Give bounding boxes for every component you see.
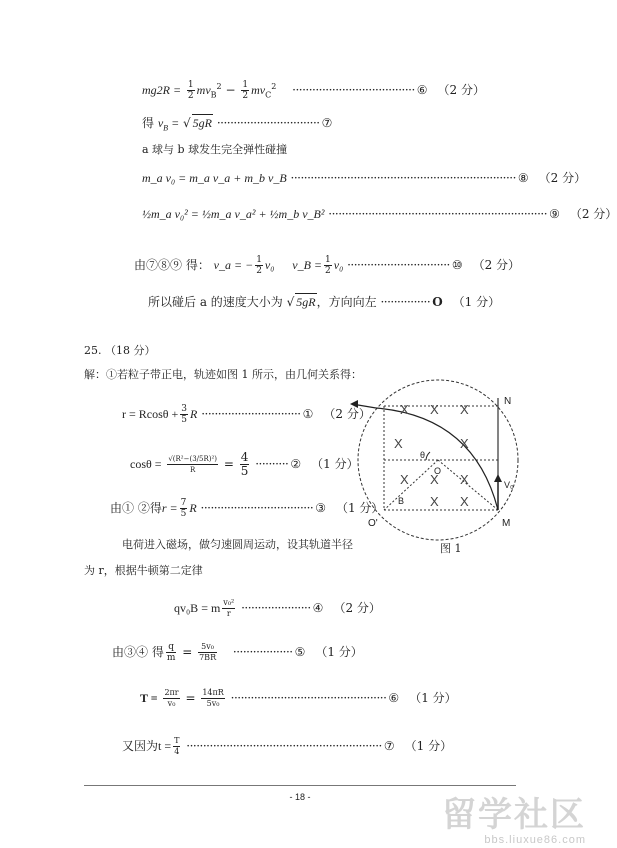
field-cross: X — [460, 494, 469, 509]
minus-sign: − — [225, 83, 236, 97]
sqrt-sign: √ — [286, 295, 295, 309]
equation-number: ⑦ — [321, 116, 333, 130]
fraction — [187, 80, 195, 101]
field-cross: X — [394, 436, 403, 451]
eq-term: R — [189, 501, 197, 515]
field-cross: X — [400, 402, 409, 417]
velocity-arrow-head — [494, 474, 502, 482]
leader-dots: ··························································· — [186, 739, 382, 753]
denominator: 5 — [240, 464, 249, 478]
leader-dots: ··············································· — [230, 691, 387, 705]
equation-number: ② — [290, 457, 302, 471]
score: （1 分） — [404, 739, 453, 753]
eq-term: qv₀B = m — [174, 601, 221, 615]
label-O: O — [434, 466, 442, 476]
numerator: 1 — [242, 80, 249, 90]
numerator: T — [174, 736, 180, 745]
field-cross: X — [460, 436, 469, 451]
leader-dots: ·················· — [232, 645, 293, 659]
leader-dots: ······························· — [347, 258, 450, 272]
question-heading: 25. （18 分） — [84, 344, 156, 357]
watermark-url: bbs.liuxue86.com — [484, 834, 586, 846]
fraction — [240, 451, 250, 478]
leader-dots: ·································································· — [328, 207, 548, 221]
score: （2 分） — [538, 171, 587, 185]
numerator: q — [166, 642, 177, 653]
sqrt-content: 5gR — [296, 295, 316, 309]
denominator: 2 — [325, 266, 331, 276]
equation-charge-ratio — [112, 642, 363, 663]
numerator: 7 — [180, 498, 187, 508]
equation-momentum — [142, 170, 586, 186]
label-v0: V₀ — [504, 480, 514, 490]
equation-time — [122, 736, 452, 757]
denominator: 4 — [174, 747, 180, 756]
fraction — [241, 80, 249, 101]
fraction — [198, 642, 217, 663]
numerator: 2πr — [164, 688, 179, 697]
equation-kinetic-energy — [142, 206, 617, 222]
text-conclusion — [148, 293, 500, 310]
sqrt-sign: √ — [183, 116, 191, 130]
numerator: 1 — [256, 255, 262, 265]
equation-lorentz-force — [174, 598, 381, 619]
equation-number: ⑥ — [388, 691, 400, 705]
score: （1 分） — [315, 645, 363, 659]
equation-number: ⑩ — [451, 258, 463, 272]
text-collision: a 球与 b 球发生完全弹性碰撞 — [142, 143, 288, 156]
sqrt-content: 5gR — [192, 116, 212, 130]
equation-number: ⑦ — [383, 739, 395, 753]
denominator: v₀ — [167, 699, 176, 708]
equals-sign: = — [185, 691, 196, 705]
eq-term: v₀ — [264, 258, 275, 272]
denominator: 5v₀ — [206, 699, 220, 708]
subscript: C — [265, 90, 272, 100]
fraction — [324, 255, 332, 276]
eq-term: = — [168, 116, 180, 130]
equation-number: ⑨ — [549, 207, 560, 221]
score: （2 分） — [333, 601, 381, 615]
subscript: B — [163, 123, 169, 133]
leader-dots: ···································································· — [290, 171, 516, 185]
numerator: 5v₀ — [198, 642, 217, 653]
label-M: M — [502, 518, 511, 529]
fraction — [222, 598, 235, 619]
prefix-text: 又因为 — [122, 739, 159, 753]
denominator: 2 — [187, 91, 194, 101]
equation-number: ⑥ — [416, 83, 428, 97]
fraction — [167, 454, 218, 475]
fraction — [201, 688, 224, 709]
fraction — [173, 736, 180, 757]
score: （2 分） — [323, 407, 371, 421]
figure-caption: 图 1 — [440, 542, 462, 555]
field-cross: X — [430, 494, 439, 509]
leader-dots: ··············· — [380, 295, 431, 309]
text-newton-law: 为 r，根据牛顿第二定律 — [84, 564, 203, 577]
eq-term: T = — [140, 691, 158, 705]
eq-term: r = Rcosθ + — [122, 407, 179, 421]
denominator: 2 — [256, 266, 262, 276]
score: （1 分） — [335, 501, 384, 515]
eq-term: R — [190, 407, 198, 421]
equation-velocity-b — [142, 114, 332, 136]
score: （1 分） — [409, 691, 457, 705]
prefix-text: 由⑦⑧⑨ 得： — [134, 258, 210, 272]
equals-sign: = — [223, 457, 234, 471]
denominator: R — [190, 466, 196, 474]
leader-dots: ····································· — [292, 83, 415, 97]
field-cross: X — [460, 402, 469, 417]
score: （2 分） — [472, 258, 521, 272]
suffix-text: ，方向向左 — [316, 295, 377, 309]
watermark — [442, 796, 586, 846]
watermark-logo: 留学社区 — [442, 795, 586, 835]
solution-intro: 解：①若粒子带正电，轨迹如图 1 所示，由几何关系得： — [84, 368, 362, 381]
figure-1-magnetic-field — [354, 376, 520, 556]
equation-period — [140, 688, 457, 709]
score: （1 分） — [452, 295, 501, 309]
equation-r-cos — [122, 404, 371, 425]
equation-r-result — [110, 498, 383, 519]
fraction — [255, 255, 263, 276]
superscript: 2 — [271, 82, 277, 91]
denominator: 5 — [181, 415, 188, 425]
eq-term: v_B = — [292, 258, 323, 272]
denominator: 2 — [242, 91, 249, 101]
fraction — [166, 642, 177, 663]
score: （2 分） — [569, 207, 617, 221]
label-O-prime: O' — [368, 518, 378, 529]
eq-term: t = — [158, 739, 172, 753]
equation-number: ④ — [312, 601, 324, 615]
numerator: 4 — [240, 450, 249, 464]
leader-dots: ·········· — [255, 457, 289, 471]
field-cross: X — [400, 472, 409, 487]
equation-number: ① — [302, 407, 314, 421]
leader-dots: ·································· — [200, 501, 314, 515]
equation-energy — [142, 79, 485, 103]
eq-term: cosθ = — [130, 457, 162, 471]
prefix-text: 由③④ 得 — [112, 645, 164, 659]
field-cross: X — [430, 402, 439, 417]
field-crosses — [394, 402, 469, 509]
leader-dots: ······························ — [201, 407, 301, 421]
field-cross: X — [430, 472, 439, 487]
equals-sign: = — [182, 645, 193, 659]
eq-term: r = — [161, 501, 178, 515]
subscript: B — [210, 90, 217, 100]
label-N: N — [504, 396, 512, 407]
fraction — [163, 688, 179, 709]
text-magnetic-field: 电荷进入磁场，做匀速圆周运动，设其轨道半径 — [122, 538, 353, 551]
numerator: √(R²−(3/5R)²) — [168, 455, 218, 463]
score: （1 分） — [311, 457, 359, 471]
eq-term: v₀ — [333, 258, 344, 272]
denominator: m — [166, 653, 176, 663]
numerator: 1 — [325, 255, 331, 265]
numerator: 1 — [187, 80, 194, 90]
footer-divider — [84, 785, 516, 786]
eq-term: mv — [251, 83, 266, 97]
denominator: 5 — [180, 509, 187, 519]
superscript: 2 — [216, 82, 222, 91]
page-number: - 18 - — [289, 792, 311, 802]
fraction — [180, 404, 188, 425]
numerator: 14πR — [202, 688, 224, 697]
prefix-text: 由① ②得 — [110, 501, 162, 515]
numerator: v₀² — [223, 598, 235, 607]
eq-term: v_a = − — [213, 258, 254, 272]
theta-arc — [426, 452, 430, 460]
equation-cos-theta — [130, 451, 359, 478]
equation-result-velocities — [134, 255, 520, 276]
field-cross: X — [460, 472, 469, 487]
denominator: r — [226, 609, 231, 618]
score: （2 分） — [437, 83, 485, 97]
equation-number: ③ — [315, 501, 326, 515]
eq-term: mv — [196, 83, 211, 97]
eq-term: v — [157, 116, 164, 130]
eq-term: ½m_a v₀² = ½m_a v_a² + ½m_b v_B² — [142, 207, 325, 221]
leader-dots: ······························· — [216, 116, 320, 130]
prefix-text: 所以碰后 a 的速度大小为 — [148, 295, 283, 309]
equation-number: ⑧ — [517, 171, 529, 185]
prefix-text: 得 — [142, 116, 155, 130]
equation-number: O — [432, 295, 443, 309]
fraction — [180, 498, 188, 519]
equation-number: ⑤ — [294, 645, 306, 659]
numerator: 3 — [181, 404, 188, 414]
eq-lhs: mg2R = — [142, 83, 182, 97]
eq-term: m_a v₀ = m_a v_a + m_b v_B — [142, 171, 287, 185]
denominator: 7BR — [199, 653, 217, 662]
label-B: B — [398, 496, 405, 506]
leader-dots: ····················· — [241, 601, 311, 615]
label-theta: θ — [420, 450, 426, 460]
